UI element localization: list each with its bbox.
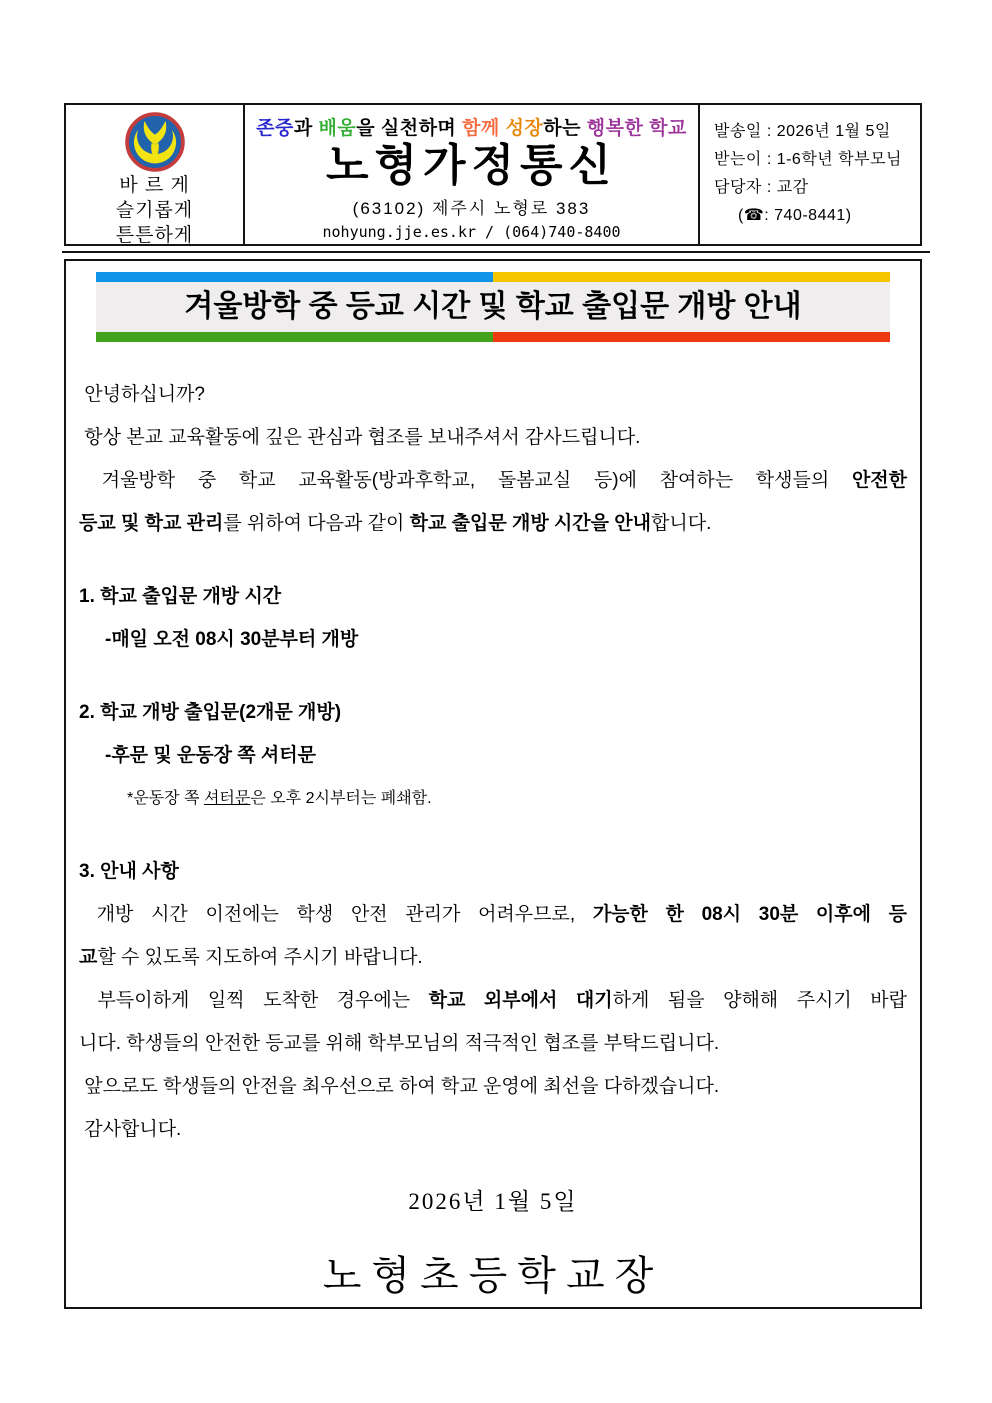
body-line — [79, 850, 907, 893]
text-segment: *운동장 쪽 — [127, 790, 204, 807]
banner-bar-blue — [96, 272, 493, 282]
notice-title: 겨울방학 중 등교 시간 및 학교 출입문 개방 안내 — [96, 282, 890, 332]
text-segment: 를 위하여 다음과 같이 — [223, 513, 410, 534]
person-in-charge-line: 담당자 : 교감 — [714, 179, 809, 196]
banner-top-bar — [96, 272, 890, 282]
text-segment: 감사합니다. — [79, 1119, 182, 1140]
body-line — [79, 459, 907, 502]
slogan-segment: 과 — [293, 118, 319, 139]
slogan-segment: 존중 — [256, 118, 294, 139]
notice-body — [79, 373, 907, 1151]
body-line — [79, 1022, 907, 1065]
slogan-segment: 행복한 학교 — [586, 118, 687, 139]
slogan-segment: 함께 — [462, 118, 506, 139]
text-segment: 학교 외부에서 대기 — [428, 990, 613, 1011]
body-line — [79, 979, 907, 1022]
text-segment: 할 수 있도록 지도하여 주시기 바랍니다. — [97, 947, 423, 968]
text-segment: 학교 출입문 개방 시간을 안내 — [409, 513, 652, 534]
slogan-segment: 배움 — [318, 118, 357, 139]
banner-bar-green — [96, 332, 493, 342]
body-line — [79, 416, 907, 459]
text-segment: 부득이하게 일찍 도착한 경우에는 — [79, 990, 429, 1011]
text-segment: 개방 시간 이전에는 학생 안전 관리가 어려우므로, — [79, 904, 593, 925]
body-line — [79, 502, 907, 545]
principal-signature: 노형초등학교장 — [322, 1253, 664, 1298]
body-line — [79, 893, 907, 936]
phone-line: (☎: 740-8441) — [738, 207, 852, 224]
text-segment: -매일 오전 08시 30분부터 개방 — [105, 629, 359, 650]
logo-motto-cell — [66, 105, 245, 244]
body-line — [79, 618, 907, 661]
slogan-segment: 하는 — [543, 118, 587, 139]
text-segment: 안녕하십니까? — [79, 384, 205, 405]
recipient-line: 받는이 : 1-6학년 학부모님 — [714, 151, 903, 168]
text-segment: 합니다. — [651, 513, 712, 534]
slogan-segment: 을 실천하며 — [356, 118, 463, 139]
school-address: (63102) 제주시 노형로 383 — [352, 199, 591, 218]
text-segment: 하게 됨을 양해해 주시기 바랍 — [612, 990, 908, 1011]
text-segment: 1. 학교 출입문 개방 시간 — [79, 586, 282, 607]
banner-bar-red — [493, 332, 890, 342]
body-line — [79, 1108, 907, 1151]
slogan-segment: 성장 — [505, 118, 544, 139]
text-segment: 셔터문 — [203, 790, 251, 807]
motto-line: 튼튼하게 — [115, 225, 194, 246]
paragraph-gap — [79, 661, 907, 691]
paragraph-gap — [79, 820, 907, 850]
text-segment: 은 오후 2시부터는 폐쇄함. — [250, 790, 432, 807]
text-segment: 안전한 — [851, 470, 907, 491]
text-segment: 겨울방학 중 학교 교육활동(방과후학교, 돌봄교실 등)에 참여하는 학생들의 — [79, 470, 852, 491]
issue-date: 2026년 1월 5일 — [408, 1189, 578, 1214]
text-segment: 교 — [79, 947, 98, 968]
motto-line: 바 르 게 — [119, 175, 190, 196]
paragraph-gap — [79, 545, 907, 575]
body-line — [79, 936, 907, 979]
text-segment: 앞으로도 학생들의 안전을 최우선으로 하여 학교 운영에 최선을 다하겠습니다. — [79, 1076, 720, 1097]
body-line — [79, 691, 907, 734]
banner-bar-yellow — [493, 272, 890, 282]
motto-line: 슬기롭게 — [115, 200, 194, 221]
newsletter-header — [64, 103, 922, 246]
body-line — [79, 777, 907, 820]
body-line — [79, 734, 907, 777]
text-segment: 3. 안내 사항 — [79, 861, 179, 882]
title-banner — [96, 272, 890, 342]
body-line — [79, 1065, 907, 1108]
text-segment: 2. 학교 개방 출입문(2개문 개방) — [79, 702, 342, 723]
school-logo-icon — [124, 111, 186, 173]
masthead-cell — [245, 105, 698, 244]
text-segment: 니다. 학생들의 안전한 등교를 위해 학부모님의 적극적인 협조를 부탁드립니다. — [79, 1033, 720, 1054]
body-line — [79, 373, 907, 416]
header-divider-rule — [62, 251, 930, 253]
banner-bottom-bar — [96, 332, 890, 342]
dispatch-info-panel — [698, 105, 920, 244]
newsletter-title: 노형가정통신 — [325, 141, 618, 190]
text-segment: 가능한 한 08시 30분 이후에 등 — [592, 904, 908, 925]
text-segment: -후문 및 운동장 쪽 셔터문 — [105, 745, 316, 766]
school-slogan — [245, 113, 698, 140]
text-segment: 등교 및 학교 관리 — [79, 513, 224, 534]
text-segment: 항상 본교 교육활동에 깊은 관심과 협조를 보내주셔서 감사드립니다. — [79, 427, 641, 448]
body-line — [79, 575, 907, 618]
send-date-line: 발송일 : 2026년 1월 5일 — [714, 123, 891, 140]
notice-box — [64, 259, 922, 1309]
school-website-phone: nohyung.jje.es.kr / (064)740-8400 — [322, 223, 621, 241]
